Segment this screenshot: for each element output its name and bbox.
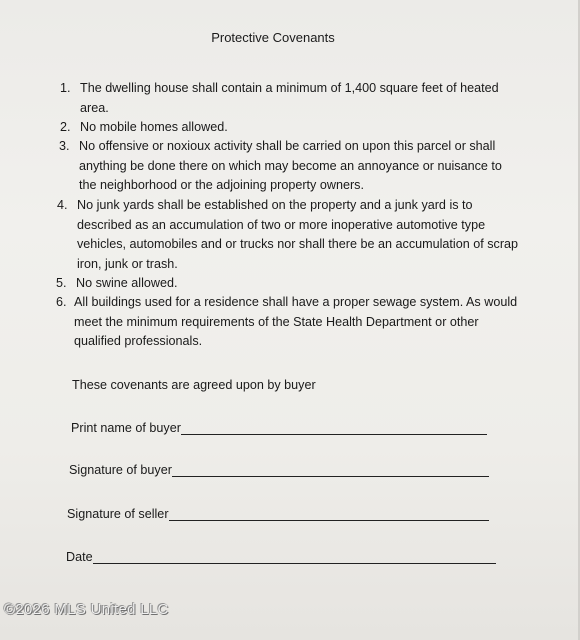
item-number: 4. (57, 198, 68, 212)
item-number: 5. (56, 276, 67, 290)
seller-signature-label: Signature of seller (67, 507, 169, 521)
seller-signature-line[interactable] (169, 506, 489, 521)
buyer-signature-label: Signature of buyer (69, 463, 172, 477)
document-title: Protective Covenants (211, 30, 335, 45)
item-number: 6. (56, 295, 67, 309)
buyer-signature-line[interactable] (172, 462, 489, 477)
item-number: 2. (60, 120, 71, 134)
item-number: 1. (60, 81, 71, 95)
print-name-field[interactable] (71, 420, 487, 435)
date-field[interactable] (66, 549, 496, 564)
item-text: All buildings used for a residence shall have a proper sewage system. As would meet the minimum requirements of the State Health Department or other qualified professionals. (74, 295, 518, 348)
item-text: No mobile homes allowed. (80, 120, 228, 134)
item-number: 3. (59, 139, 70, 153)
print-name-label: Print name of buyer (71, 421, 181, 435)
date-line[interactable] (93, 549, 496, 564)
item-text: The dwelling house shall contain a minimum of 1,400 square feet of heated area. (80, 81, 499, 115)
print-name-line[interactable] (181, 420, 487, 435)
buyer-signature-field[interactable] (69, 462, 489, 477)
date-label: Date (66, 550, 93, 564)
copyright-watermark: ©2026 MLS United LLC (4, 601, 169, 618)
item-text: No offensive or noxioux activity shall be carried on upon this parcel or shall anything be done there on which may become an annoyance or nuisance to the neighborhood or the adjoining property owners. (79, 139, 502, 192)
agreement-statement: These covenants are agreed upon by buyer (72, 378, 316, 392)
item-text: No swine allowed. (76, 276, 178, 290)
item-text: No junk yards shall be established on the property and a junk yard is to described as an accumulation of two or more inoperative automotive type vehicles, automobiles and or trucks nor shall there be an accumulation of scrap iron, junk or trash. (77, 198, 519, 271)
seller-signature-field[interactable] (67, 506, 489, 521)
